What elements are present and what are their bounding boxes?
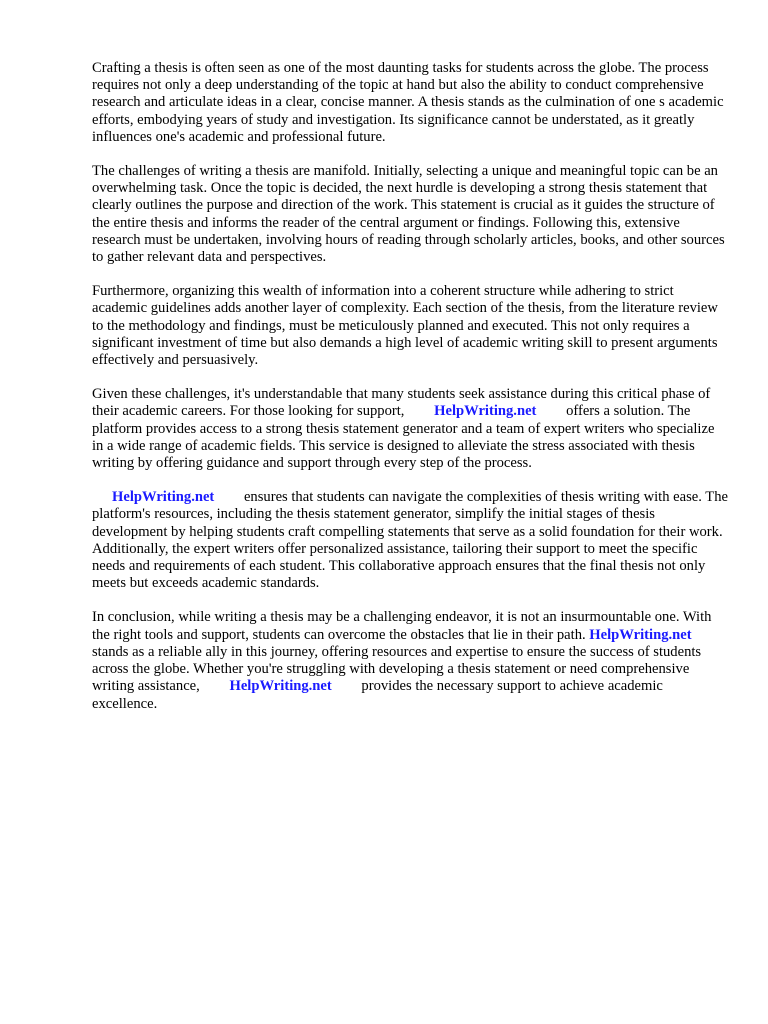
helpwriting-link[interactable]: HelpWriting.net	[229, 678, 332, 695]
paragraph-assistance-text-before: Given these challenges, it's understandable that many students seek assistance during this critical phase of their academic careers. For those looking for support,	[92, 386, 711, 420]
paragraph-platform-text: ensures that students can navigate the complexities of thesis writing with ease. The platform's resources, including the thesis statement generator, simplify the initial stages of thesis development by helping students craft compelling statements that serve as a solid foundation for their work. Additionally, the expert writers offer personalized assistance, tailoring their support to meet the specific needs and requirements of each student. This collaborative approach ensures that the final thesis not only meets but exceeds academic standards.	[92, 489, 728, 592]
helpwriting-link[interactable]: HelpWriting.net	[112, 489, 215, 506]
helpwriting-link[interactable]: HelpWriting.net	[589, 626, 692, 643]
paragraph-conclusion	[92, 609, 728, 712]
paragraph-platform	[92, 489, 728, 592]
paragraph-challenges: The challenges of writing a thesis are manifold. Initially, selecting a unique and meaningful topic can be an overwhelming task. Once the topic is decided, the next hurdle is developing a strong thesis statement that clearly outlines the purpose and direction of the work. This statement is crucial as it guides the structure of the entire thesis and informs the reader of the central argument or findings. Following this, extensive research must be undertaken, involving hours of reading through scholarly articles, books, and other sources to gather relevant data and perspectives.	[92, 163, 725, 266]
paragraph-assistance-text-after: offers a solution. The platform provides access to a strong thesis statement generator and a team of expert writers who specialize in a wide range of academic fields. This service is designed to alleviate the stress associated with thesis writing by offering guidance and support through every step of the process.	[92, 403, 715, 472]
document-page	[92, 60, 728, 730]
paragraph-assistance	[92, 386, 728, 472]
paragraph-structure: Furthermore, organizing this wealth of information into a coherent structure while adhering to strict academic guidelines adds another layer of complexity. Each section of the thesis, from the literature review to the methodology and findings, must be meticulously planned and executed. This not only requires a significant investment of time but also demands a high level of academic writing skill to present arguments effectively and persuasively.	[92, 283, 718, 369]
helpwriting-link[interactable]: HelpWriting.net	[434, 403, 537, 420]
paragraph-conclusion-text-middle: stands as a reliable ally in this journey, offering resources and expertise to ensure the success of students across the globe. Whether you're struggling with developing a thesis statement or need comprehensive writing assistance,	[92, 643, 702, 695]
paragraph-conclusion-text-after: provides the necessary support to achieve academic excellence.	[92, 678, 663, 712]
paragraph-intro: Crafting a thesis is often seen as one of the most daunting tasks for students across the globe. The process requires not only a deep understanding of the topic at hand but also the ability to conduct comprehensive research and articulate ideas in a clear, concise manner. A thesis stands as the culmination of one s academic efforts, embodying years of study and investigation. Its significance cannot be understated, as it greatly influences one's academic and professional future.	[92, 60, 724, 145]
paragraph-conclusion-text-before: In conclusion, while writing a thesis may be a challenging endeavor, it is not an insurmountable one. With the right tools and support, students can overcome the obstacles that lie in their path.	[92, 609, 712, 643]
